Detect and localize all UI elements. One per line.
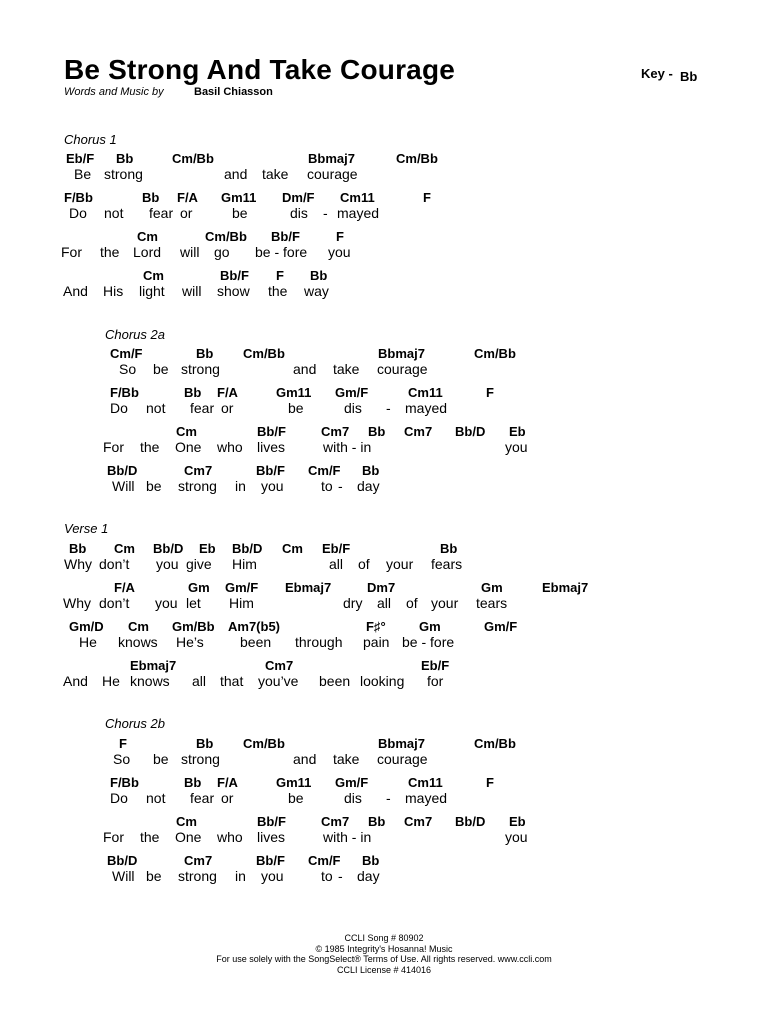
lyric-word: strong: [181, 751, 220, 767]
chord: Bb: [69, 541, 87, 556]
lyric-word: He: [102, 673, 120, 689]
lyric-word: Do: [110, 400, 128, 416]
lyric-word: dis: [290, 205, 308, 221]
chord: Cm/F: [308, 463, 341, 478]
chord: F/A: [114, 580, 135, 595]
lyric-word: He’s: [176, 634, 204, 650]
chord: Bb: [142, 190, 160, 205]
lyric-word: lives: [257, 829, 286, 845]
lyric-word: you: [505, 439, 528, 455]
chord: Cm: [176, 424, 197, 439]
author-name: Basil Chiasson: [194, 86, 273, 98]
lyric-word: strong: [181, 361, 220, 377]
chord: Bb/D: [232, 541, 263, 556]
lyric-word: way: [304, 283, 329, 299]
lyric-word: be - fore: [255, 244, 308, 260]
lyric-word: And: [63, 283, 88, 299]
lyric-word: all: [377, 595, 392, 611]
section-label: Chorus 1: [64, 132, 117, 147]
lyric-word: be: [232, 205, 248, 221]
chord: Bb: [440, 541, 458, 556]
lyric-word: Will: [112, 868, 135, 884]
chord: Gm: [188, 580, 210, 595]
lyric-word: Do: [110, 790, 128, 806]
chord: Bb/F: [271, 229, 300, 244]
lyric-word: the: [268, 283, 288, 299]
chord: Eb/F: [421, 658, 450, 673]
lyric-word: strong: [178, 478, 217, 494]
chord: Cm: [128, 619, 149, 634]
lyric-word: For: [61, 244, 82, 260]
chord: Bbmaj7: [378, 346, 425, 361]
chord: Cm: [143, 268, 164, 283]
lyric-word: your: [431, 595, 459, 611]
lyric-word: fear: [149, 205, 174, 221]
song-title: Be Strong And Take Courage: [64, 54, 456, 85]
chord: Bb: [116, 151, 134, 166]
lyric-word: Him: [229, 595, 254, 611]
lyric-word: to: [321, 478, 333, 494]
credit-prefix: Words and Music by: [64, 86, 164, 98]
chord: F: [276, 268, 284, 283]
footer: [0, 933, 768, 975]
lyric-word: your: [386, 556, 414, 572]
lyric-word: let: [186, 595, 201, 611]
chord: Cm: [176, 814, 197, 829]
lyric-word: courage: [377, 751, 428, 767]
chord: Bb/F: [257, 814, 286, 829]
lyric-word: knows: [130, 673, 170, 689]
lyric-word: strong: [104, 166, 143, 182]
chord: Gm/Bb: [172, 619, 215, 634]
chord: Cm/Bb: [172, 151, 214, 166]
lyric-word: or: [180, 205, 193, 221]
chord: Gm/F: [484, 619, 518, 634]
chord: F/Bb: [64, 190, 93, 205]
lyric-word: -: [338, 868, 343, 884]
chord: Cm7: [321, 424, 350, 439]
lyric-word: tears: [476, 595, 508, 611]
lyric-word: you’ve: [258, 673, 299, 689]
chord: Cm7: [265, 658, 294, 673]
lyric-word: His: [103, 283, 124, 299]
chord: Bb/D: [455, 424, 486, 439]
lyric-word: that: [220, 673, 244, 689]
chord: Gm/F: [335, 385, 369, 400]
lyric-word: dry: [343, 595, 363, 611]
chord: Cm: [114, 541, 135, 556]
lyric-word: Him: [232, 556, 257, 572]
lyric-word: dis: [344, 400, 362, 416]
chord: Bb: [368, 424, 386, 439]
lyric-word: be: [153, 361, 169, 377]
chord: Bb/F: [220, 268, 249, 283]
lyric-word: been: [240, 634, 272, 650]
lyric-word: to: [321, 868, 333, 884]
chord: Cm: [282, 541, 303, 556]
lyric-word: day: [357, 478, 380, 494]
lyric-word: Why: [64, 556, 92, 572]
lyric-word: be: [146, 868, 162, 884]
chord: F: [486, 385, 494, 400]
lyric-word: mayed: [337, 205, 380, 221]
chord: F: [336, 229, 344, 244]
lyric-word: not: [146, 790, 166, 806]
section-label: Chorus 2a: [105, 327, 165, 342]
chord: Cm/Bb: [474, 736, 516, 751]
lyric-word: not: [104, 205, 124, 221]
chord: Cm11: [408, 775, 443, 790]
lyric-word: mayed: [405, 400, 448, 416]
chord: Cm11: [340, 190, 375, 205]
lyric-word: One: [175, 829, 202, 845]
chord: Cm11: [408, 385, 443, 400]
chord: Bb/F: [256, 463, 285, 478]
lyric-word: knows: [118, 634, 158, 650]
lyric-word: -: [386, 400, 391, 416]
lyric-word: show: [217, 283, 250, 299]
chord: Ebmaj7: [285, 580, 332, 595]
lyric-word: you: [261, 868, 284, 884]
lyric-word: with - in: [323, 439, 372, 455]
lyric-word: strong: [178, 868, 217, 884]
chord: Cm7: [321, 814, 350, 829]
chord: F/Bb: [110, 775, 139, 790]
chord: Cm/Bb: [243, 346, 285, 361]
lyric-word: and: [293, 751, 317, 767]
lyric-word: -: [338, 478, 343, 494]
chord: F: [486, 775, 494, 790]
lyric-word: of: [406, 595, 418, 611]
lyric-word: So: [119, 361, 137, 377]
chord: Eb: [199, 541, 216, 556]
footer-copyright: © 1985 Integrity's Hosanna! Music: [315, 943, 453, 954]
lyric-word: Do: [69, 205, 87, 221]
lyric-word: give: [186, 556, 212, 572]
lyric-word: light: [139, 283, 165, 299]
lyric-word: For: [103, 829, 124, 845]
lyric-word: in: [235, 478, 246, 494]
chord: Cm/Bb: [396, 151, 438, 166]
lyric-word: day: [357, 868, 380, 884]
lyric-word: courage: [307, 166, 358, 182]
lyric-word: Why: [63, 595, 91, 611]
lyric-word: you: [505, 829, 528, 845]
key-label: Key -: [641, 66, 673, 81]
footer-usage: For use solely with the SongSelect® Terms of Use. All rights reserved. www.ccli.com: [216, 954, 552, 964]
chord: Gm/F: [335, 775, 369, 790]
footer-song-number: CCLI Song # 80902: [344, 933, 424, 943]
lyric-word: with - in: [323, 829, 372, 845]
lyric-word: go: [214, 244, 230, 260]
chord: Bb/D: [107, 463, 138, 478]
lyric-word: So: [113, 751, 131, 767]
lyric-word: be: [288, 400, 304, 416]
lyric-word: take: [262, 166, 289, 182]
chord: Gm11: [276, 775, 312, 790]
lyric-word: and: [293, 361, 317, 377]
chord: Gm: [481, 580, 503, 595]
chord: Gm/F: [225, 580, 259, 595]
lyric-word: He: [79, 634, 97, 650]
lyric-word: all: [192, 673, 207, 689]
chord: Cm7: [184, 463, 213, 478]
chord: Bb/F: [257, 424, 286, 439]
chord: Cm/Bb: [243, 736, 285, 751]
chord: Dm/F: [282, 190, 315, 205]
lyric-word: of: [358, 556, 370, 572]
chord: Bb: [368, 814, 386, 829]
chord: Bb: [184, 775, 202, 790]
lyric-word: for: [427, 673, 444, 689]
lyric-word: fear: [190, 400, 215, 416]
chord: Am7(b5): [228, 619, 281, 634]
chord: F♯°: [366, 619, 386, 634]
chord: Bb/D: [107, 853, 138, 868]
chord: Gm11: [276, 385, 312, 400]
chord: Bb: [196, 346, 214, 361]
chord: Cm7: [404, 424, 433, 439]
chord: Cm/F: [308, 853, 341, 868]
lyric-word: One: [175, 439, 202, 455]
chord: F: [119, 736, 127, 751]
lyric-word: fear: [190, 790, 215, 806]
lyric-word: Lord: [133, 244, 162, 260]
lyric-word: not: [146, 400, 166, 416]
chord: Eb/F: [322, 541, 351, 556]
chord: Bbmaj7: [308, 151, 355, 166]
footer-license: CCLI License # 414016: [336, 964, 432, 975]
chord: Bb/F: [256, 853, 285, 868]
lyric-word: through: [295, 634, 343, 650]
lyric-word: courage: [377, 361, 428, 377]
lyric-word: you: [155, 595, 178, 611]
lyric-word: Will: [112, 478, 135, 494]
chord: Eb: [509, 814, 526, 829]
lyric-word: been: [319, 673, 351, 689]
chord: Gm/D: [69, 619, 104, 634]
lyric-word: lives: [257, 439, 286, 455]
lyric-word: will: [180, 244, 200, 260]
lyric-word: all: [329, 556, 344, 572]
lyric-word: dis: [344, 790, 362, 806]
lyric-word: mayed: [405, 790, 448, 806]
chord: Bb: [362, 463, 380, 478]
section-label: Chorus 2b: [105, 716, 165, 731]
lyric-word: pain: [363, 634, 390, 650]
lyric-word: you: [328, 244, 351, 260]
lyric-word: the: [140, 829, 160, 845]
lyric-word: -: [323, 205, 328, 221]
chord: Bb: [184, 385, 202, 400]
chord: Eb: [509, 424, 526, 439]
chord: Bb: [362, 853, 380, 868]
lyric-word: in: [235, 868, 246, 884]
chord: F/A: [217, 385, 238, 400]
lyric-word: you: [156, 556, 179, 572]
lyric-word: take: [333, 751, 360, 767]
chord: Cm: [137, 229, 158, 244]
lyric-word: don’t: [99, 556, 130, 572]
chord: F/A: [177, 190, 198, 205]
lyric-word: looking: [360, 673, 405, 689]
key-value: Bb: [680, 69, 698, 84]
lyric-word: -: [386, 790, 391, 806]
lyric-word: take: [333, 361, 360, 377]
lyric-word: or: [221, 790, 234, 806]
chord: Cm/F: [110, 346, 143, 361]
lyric-word: who: [217, 439, 243, 455]
lyric-word: who: [217, 829, 243, 845]
chord: F: [423, 190, 431, 205]
chord: Bb: [196, 736, 214, 751]
chord: Ebmaj7: [542, 580, 589, 595]
chord: Cm7: [184, 853, 213, 868]
chord: Bbmaj7: [378, 736, 425, 751]
lyric-word: And: [63, 673, 88, 689]
chord: Bb/D: [455, 814, 486, 829]
lyric-word: you: [261, 478, 284, 494]
lyric-word: be - fore: [402, 634, 455, 650]
chord: Dm7: [367, 580, 396, 595]
lyric-word: the: [100, 244, 120, 260]
chord: F/A: [217, 775, 238, 790]
chord: Eb/F: [66, 151, 95, 166]
chord: Bb/D: [153, 541, 184, 556]
lyric-word: the: [140, 439, 160, 455]
lyric-word: fears: [431, 556, 463, 572]
lyric-word: be: [153, 751, 169, 767]
lyric-word: be: [146, 478, 162, 494]
chord: Ebmaj7: [130, 658, 177, 673]
chord: Cm7: [404, 814, 433, 829]
lyric-word: For: [103, 439, 124, 455]
chord: F/Bb: [110, 385, 139, 400]
chord: Gm11: [221, 190, 257, 205]
lyric-word: will: [182, 283, 202, 299]
lyric-word: or: [221, 400, 234, 416]
lyric-word: be: [288, 790, 304, 806]
chord: Cm/Bb: [205, 229, 247, 244]
lyric-word: don’t: [99, 595, 130, 611]
chord: Gm: [419, 619, 441, 634]
lyric-word: Be: [74, 166, 92, 182]
chord: Bb: [310, 268, 328, 283]
section-label: Verse 1: [64, 521, 109, 536]
lyric-word: and: [224, 166, 248, 182]
chord: Cm/Bb: [474, 346, 516, 361]
